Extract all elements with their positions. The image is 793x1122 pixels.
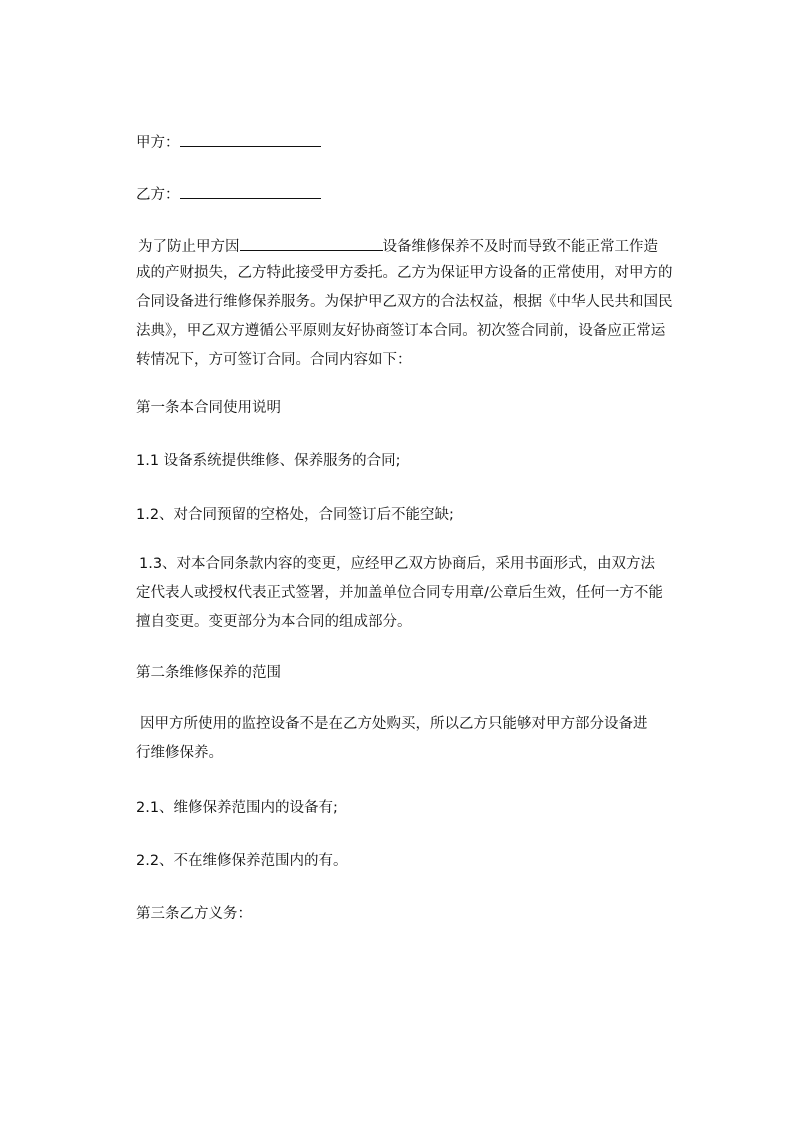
party-b-blank — [180, 184, 321, 199]
section2-item2: 2.2、不在维修保养范围内的有。 — [136, 853, 348, 869]
section1-item2: 1.2、对合同预留的空格处，合同签订后不能空缺; — [136, 507, 454, 523]
section1-item3 — [136, 550, 663, 637]
intro-line: 合同设备进行维修保养服务。为保护甲乙双方的合法权益，根据《中华人民共和国民 — [136, 294, 673, 310]
intro-part1: 为了防止甲方因 — [138, 239, 240, 255]
intro-line: 成的产财损失，乙方特此接受甲方委托。乙方为保证甲方设备的正常使用，对甲方的 — [136, 265, 673, 281]
section1-title: 第一条本合同使用说明 — [136, 400, 281, 416]
section1-item3-line: 定代表人或授权代表正式签署，并加盖单位合同专用章/公章后生效，任何一方不能 — [136, 585, 663, 601]
section2-item1: 2.1、维修保养范围内的设备有; — [136, 800, 338, 816]
party-a-label: 甲方： — [136, 135, 180, 151]
section2-title: 第二条维修保养的范围 — [136, 665, 281, 681]
intro-line: 转情况下，方可签订合同。合同内容如下： — [136, 352, 412, 368]
intro-first-line — [138, 236, 658, 257]
intro-paragraph — [136, 259, 673, 375]
section1-item1: 1.1 设备系统提供维修、保养服务的合同; — [136, 453, 401, 469]
intro-line: 法典》，甲乙双方遵循公平原则友好协商签订本合同。初次签合同前，设备应正常运 — [136, 323, 666, 339]
party-a-line — [136, 132, 321, 153]
section1-item3-line: 擅自变更。变更部分为本合同的组成部分。 — [136, 614, 412, 630]
party-b-line — [136, 184, 321, 205]
section2-desc — [136, 710, 648, 768]
party-a-blank — [180, 132, 321, 147]
intro-part2: 设备维修保养不及时而导致不能正常工作造 — [382, 239, 658, 255]
section1-item3-line: 1.3、对本合同条款内容的变更，应经甲乙双方协商后，采用书面形式，由双方法 — [139, 556, 656, 572]
party-b-label: 乙方： — [136, 187, 180, 203]
section2-desc-line: 行维修保养。 — [136, 745, 223, 761]
intro-blank — [240, 236, 383, 251]
section2-desc-line: 因甲方所使用的监控设备不是在乙方处购买，所以乙方只能够对甲方部分设备进 — [140, 716, 648, 732]
section3-title: 第三条乙方义务： — [136, 906, 252, 922]
